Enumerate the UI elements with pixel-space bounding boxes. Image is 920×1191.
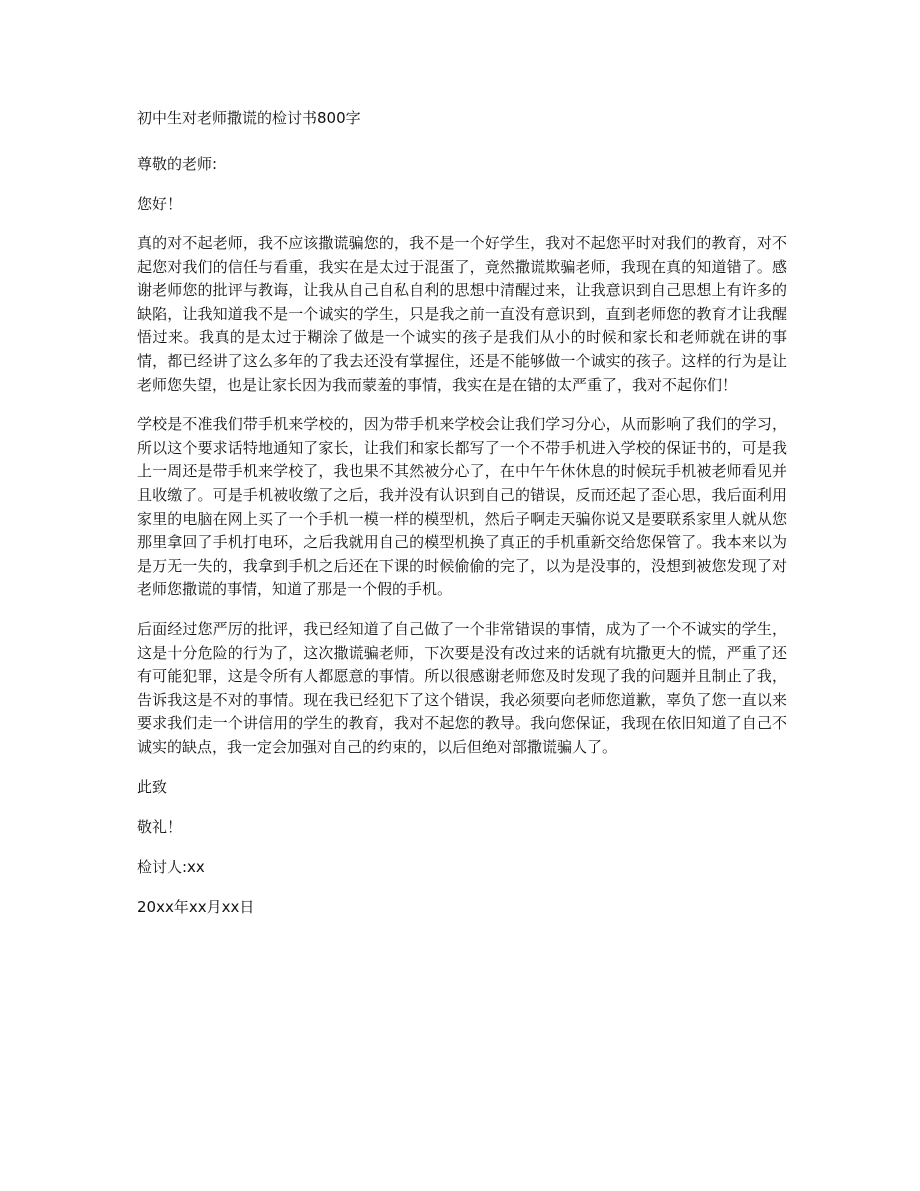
paragraph-2: 学校是不准我们带手机来学校的，因为带手机来学校会让我们学习分心，从而影响了我们的学习，所以这个要求话特地通知了家长，让我们和家长都写了一个不带手机进入学校的保证书的，可是我上一周还是带手机来学校了，我也果不其然被分心了，在中午午休休息的时候玩手机被老师看见并且收缴了。可是手机被收缴了之后，我并没有认识到自己的错误，反而还起了歪心思，我后面利用家里的电脑在网上买了一个手机一模一样的模型机，然后子啊走天骗你说又是要联系家里人就从您那里拿回了手机打电环，之后我就用自己的模型机换了真正的手机重新交给您保管了。我本来以为是万无一失的，我拿到手机之后还在下课的时候偷偷的完了，以为是没事的，没想到被您发现了对老师您撒谎的事情，知道了那是一个假的手机。: [137, 415, 787, 599]
document-body: [137, 106, 787, 919]
closing-line-1: 此致: [137, 778, 168, 797]
salutation: 尊敬的老师:: [137, 155, 218, 173]
signer-line: 检讨人:xx: [137, 858, 205, 877]
paragraph-3: 后面经过您严厉的批评，我已经知道了自己做了一个非常错误的事情，成为了一个不诚实的学生，这是十分危险的行为了，这次撒谎骗老师，下次要是没有改过来的话就有坑撒更大的慌，严重了还有可能犯罪，这是令所有人都愿意的事情。所以很感谢老师您及时发现了我的问题并且制止了我，告诉我这是不对的事情。现在我已经犯下了这个错误，我必须要向老师您道歉，辜负了您一直以来要求我们走一个讲信用的学生的教育，我对不起您的教导。我向您保证，我现在依旧知道了自己不诚实的缺点，我一定会加强对自己的约束的，以后但绝对部撒谎骗人了。: [137, 619, 787, 756]
closing-line-2: 敬礼！: [137, 818, 183, 837]
greeting: 您好！: [137, 195, 183, 213]
date-line: 20xx年xx月xx日: [137, 898, 255, 917]
paragraph-1: 真的对不起老师，我不应该撒谎骗您的，我不是一个好学生，我对不起您平时对我们的教育，对不起您对我们的信任与看重，我实在是太过于混蛋了，竟然撒谎欺骗老师，我现在真的知道错了。感谢老师您的批评与教诲，让我从自己自私自利的思想中清醒过来，让我意识到自己思想上有许多的缺陷，让我知道我不是一个诚实的学生，只是我之前一直没有意识到，直到老师您的教育才让我醒悟过来。我真的是太过于糊涂了做是一个诚实的孩子是我们从小的时候和家长和老师就在讲的事情，都已经讲了这么多年的了我去还没有掌握住，还是不能够做一个诚实的孩子。这样的行为是让老师您失望，也是让家长因为我而蒙羞的事情，我实在是在错的太严重了，我对不起你们！: [137, 234, 787, 394]
document-title: 初中生对老师撒谎的检讨书800字: [137, 109, 361, 127]
